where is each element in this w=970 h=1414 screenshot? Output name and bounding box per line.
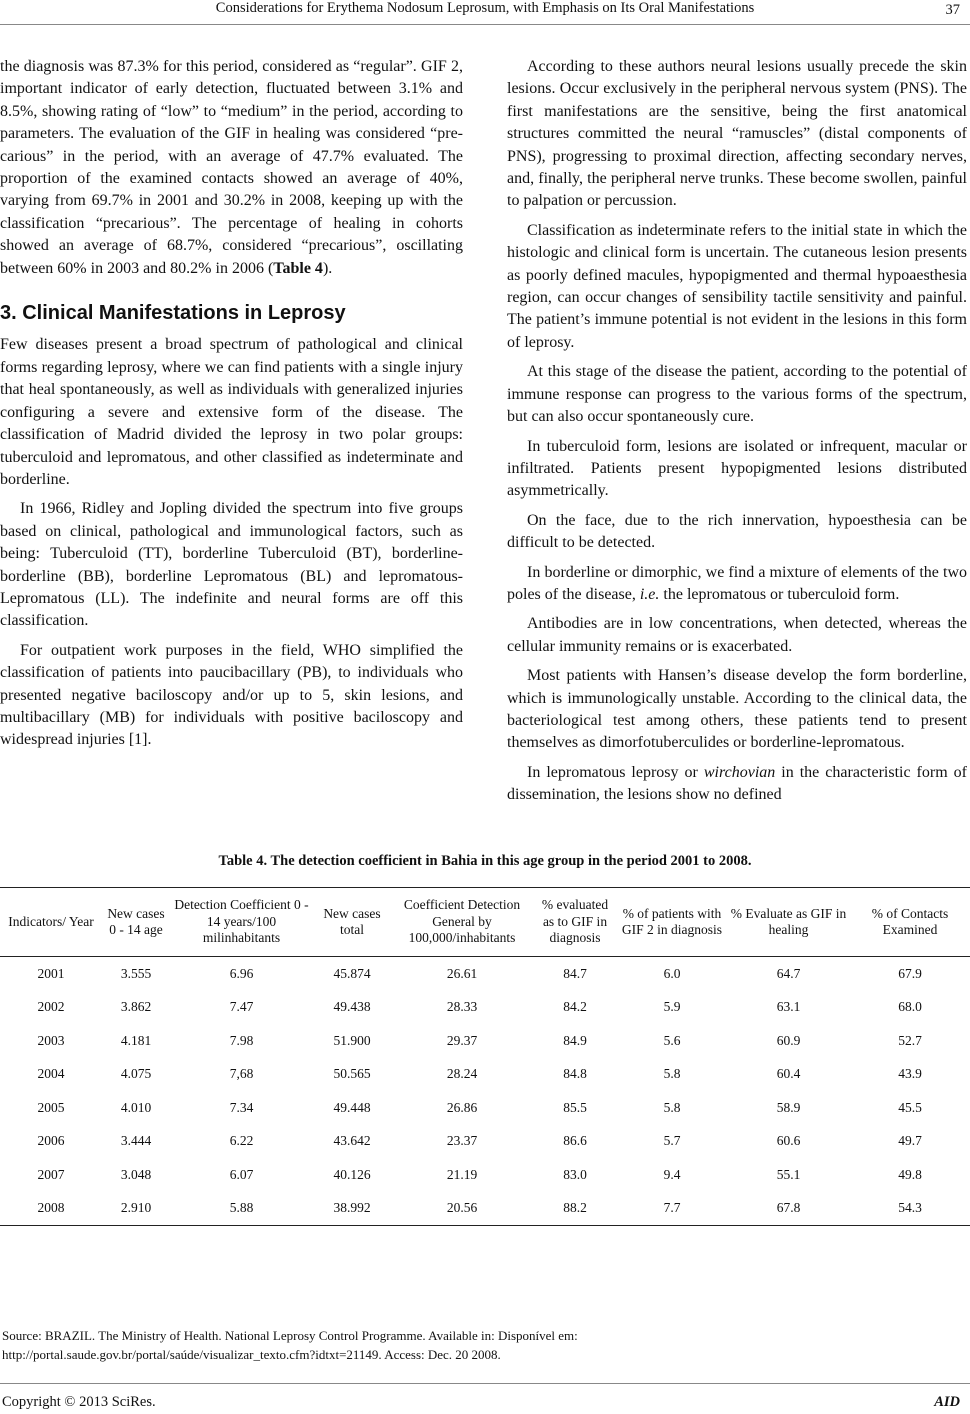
table-cell: 9.4 (663, 1166, 681, 1182)
table-cell: 2002 (37, 999, 65, 1015)
table-cell: 88.2 (533, 1192, 617, 1226)
table-cell: 26.61 (446, 965, 478, 981)
table-cell: 7.7 (617, 1192, 727, 1226)
right-paragraph-5: On the face, due to the rich innervation, hypoesthesia can be difficult to be detected. (507, 511, 967, 552)
table-row (0, 957, 970, 991)
table-cell: 38.992 (313, 1192, 391, 1226)
footer-rule (0, 1383, 970, 1384)
table-cell: 45.874 (333, 965, 371, 981)
right-paragraph-4: In tuberculoid form, lesions are isolated or infrequent, macular or infiltrated. Patients present hypopigmented lesions distributed asymmetrically. (507, 437, 967, 500)
table-cell: 20.56 (391, 1192, 533, 1226)
table-cell: 6.0 (663, 965, 681, 981)
table-cell: 23.37 (446, 1133, 478, 1149)
table-cell: 68.0 (898, 999, 922, 1015)
table-cell: 50.565 (333, 1066, 371, 1082)
table-cell: 28.33 (446, 999, 478, 1015)
table-cell: 3.555 (120, 965, 152, 981)
table-cell: 2.910 (102, 1192, 170, 1226)
table-cell: 49.438 (333, 999, 371, 1015)
table-cell: 5.8 (663, 1066, 681, 1082)
table-row (0, 1091, 970, 1125)
table-cell: 5.7 (663, 1133, 681, 1149)
left-paragraph-1: the diagnosis was 87.3% for this period, considered as “regular”. GIF 2, important indicator of early detection, fluctuated between 3.1% and 8.5%, showing rating of “low” to “medium” in the period, according to parameters. The evaluation of the GIF in healing was considered “pre-carious” in the period, with an average of 47.7% evaluated. The proportion of the examined contacts showed an average of 40%, varying from 69.7% in 2001 and 30.2% in 2008, keeping up with the classification “precarious”. The percentage of healing in cohorts showed an average of 68.7%, considered “precarious”, oscillating between 60% in 2003 and 80.2% in 2006 (Table 4). (0, 58, 463, 277)
table-cell: 6.07 (229, 1166, 254, 1182)
table-cell: 6.22 (229, 1133, 254, 1149)
table-cell: 63.1 (776, 999, 801, 1015)
right-paragraph-1: According to these authors neural lesions usually precede the skin lesions. Occur exclusively in the peripheral nervous system (PNS). The first manifestations are the sensitive, being the first anatomical structures committed the neural “ramuscles” (distal components of PNS), progressing to proximal direction, affecting secondary nerves, and, finally, the peripheral nerve trunks. These become swollen, painful to palpation or percussion. (507, 58, 967, 210)
table-cell: 43.9 (898, 1066, 922, 1082)
table-cell: 29.37 (446, 1032, 478, 1048)
section-heading: 3. Clinical Manifestations in Leprosy (0, 302, 346, 325)
table-cell: 52.7 (898, 1032, 922, 1048)
page-number: 37 (945, 2, 960, 18)
table-caption: Table 4. The detection coefficient in Bahia in this age group in the period 2001 to 2008. (218, 853, 752, 869)
table-source (2, 1326, 962, 1364)
source-line: Source: BRAZIL. The Ministry of Health. National Leprosy Control Programme. Available in: Disponível em: (2, 1328, 578, 1343)
table-cell: 3.048 (120, 1166, 152, 1182)
left-paragraph-4: For outpatient work purposes in the field, WHO simplified the classification of patients into paucibacillary (PB), to individuals who presented negative baciloscopy and/or up to 5, skin lesions, and multibacillary (MB) for individuals with positive baciloscopy and widespread injuries [1]. (0, 641, 463, 749)
table-cell: 5.8 (663, 1099, 681, 1115)
page-header (0, 0, 970, 22)
table-cell: 2006 (37, 1133, 65, 1149)
table-cell: 4.075 (120, 1066, 152, 1082)
right-paragraph-6: In borderline or dimorphic, we find a mixture of elements of the two poles of the disease, i.e. the lepromatous or tuberculoid form. (507, 563, 967, 603)
table-cell: 45.5 (898, 1099, 922, 1115)
table-row (0, 1158, 970, 1192)
table-cell: 55.1 (776, 1166, 801, 1182)
left-paragraph-3: In 1966, Ridley and Jopling divided the spectrum into five groups based on clinical, pathological and immunological factors, such as being: Tuberculoid (TT), borderline Tuberculoid (BT), borderline-borderline (BB), borderline Lepromatous (BL) and lepromatous-Lepromatous (LL). The indefinite and neural forms are off this classification. (0, 500, 463, 630)
table-cell: 26.86 (446, 1099, 478, 1115)
table-row (0, 1058, 970, 1092)
table-row (0, 1125, 970, 1159)
column-header: Coefficient Detection General by 100,000/inhabitants (391, 888, 533, 957)
detection-coefficient-table (0, 887, 970, 1226)
right-paragraph-9: In lepromatous leprosy or wirchovian in the characteristic form of dissemination, the lesions show no defined (507, 763, 967, 804)
table-cell: 49.8 (898, 1166, 922, 1182)
header-rule (0, 24, 970, 25)
column-header: New cases total (313, 888, 391, 957)
table-cell: 7,68 (229, 1066, 254, 1082)
copyright-notice: Copyright © 2013 SciRes. (2, 1394, 156, 1410)
table-cell: 86.6 (563, 1133, 587, 1149)
journal-abbreviation: AID (934, 1394, 960, 1410)
table-4-reference: Table 4 (273, 259, 323, 277)
right-paragraph-3: At this stage of the disease the patient, according to the potential of immune response can progress to the various forms of the spectrum, but can also occur spontaneously cure. (507, 363, 967, 426)
running-title: Considerations for Erythema Nodosum Leprosum, with Emphasis on Its Oral Manifestations (215, 0, 755, 16)
table-cell: 2007 (37, 1166, 65, 1182)
table-cell: 49.448 (333, 1099, 371, 1115)
table-cell: 58.9 (776, 1099, 801, 1115)
table-row (0, 991, 970, 1025)
table-row (0, 1024, 970, 1058)
left-column (0, 56, 463, 752)
table-cell: 67.9 (898, 965, 922, 981)
table-cell: 83.0 (563, 1166, 587, 1182)
column-header: % evaluated as to GIF in diagnosis (533, 888, 617, 957)
table-cell: 3.862 (120, 999, 152, 1015)
right-paragraph-2: Classification as indeterminate refers to the initial state in which the histologic and clinical form is uncertain. The cutaneous lesion presents as poorly defined macules, hypopigmented and thermal hypoaesthesia region, can occur changes of sensibility tactile sensitivity and painful. The patient’s immune potential is not evident in the lesions in this form of leprosy. (507, 221, 967, 351)
table-cell: 51.900 (333, 1032, 371, 1048)
table-cell: 6.96 (229, 965, 254, 981)
column-header: % of Contacts Examined (850, 888, 970, 957)
column-header: New cases 0 - 14 age (102, 888, 170, 957)
table-cell: 7.34 (229, 1099, 254, 1115)
right-paragraph-8: Most patients with Hansen’s disease develop the form borderline, which is immunologically unstable. According to the clinical data, the bacteriological test among others, these patients tend to present themselves as dimorfotuberculides or borderline-lepromatous. (507, 667, 967, 752)
table-cell: 40.126 (333, 1166, 371, 1182)
table-cell: 4.010 (120, 1099, 152, 1115)
table-cell: 3.444 (120, 1133, 152, 1149)
table-cell: 28.24 (446, 1066, 478, 1082)
table-cell: 85.5 (563, 1099, 587, 1115)
table-cell: 2005 (37, 1099, 65, 1115)
table-cell: 84.8 (563, 1066, 587, 1082)
table-cell: 84.2 (563, 999, 587, 1015)
table-row (0, 1192, 970, 1226)
right-column (507, 56, 967, 807)
source-url: http://portal.saude.gov.br/portal/saúde/visualizar_texto.cfm?idtxt=21149. Access: Dec. 20 2008. (2, 1347, 501, 1362)
table-cell: 60.4 (776, 1066, 801, 1082)
table-cell: 2001 (37, 965, 65, 981)
table-cell: 7.47 (229, 999, 254, 1015)
table-cell: 60.9 (776, 1032, 801, 1048)
table-cell: 64.7 (776, 965, 801, 981)
table-cell: 5.6 (663, 1032, 681, 1048)
table-cell: 43.642 (333, 1133, 371, 1149)
table-cell: 54.3 (850, 1192, 970, 1226)
column-header: % of patients with GIF 2 in diagnosis (617, 888, 727, 957)
table-cell: 67.8 (727, 1192, 850, 1226)
table-cell: 84.7 (563, 965, 587, 981)
table-cell: 5.88 (170, 1192, 313, 1226)
column-header: % Evaluate as GIF in healing (727, 888, 850, 957)
table-cell: 5.9 (663, 999, 681, 1015)
right-paragraph-7: Antibodies are in low concentrations, when detected, whereas the cellular immunity remains or is exacerbated. (507, 615, 967, 655)
table-header-row (0, 888, 970, 957)
table-cell: 7.98 (229, 1032, 254, 1048)
table-cell: 2003 (37, 1032, 65, 1048)
table-cell: 2004 (37, 1066, 65, 1082)
column-header: Detection Coefficient 0 - 14 years/100 milinhabitants (170, 888, 313, 957)
table-cell: 84.9 (563, 1032, 587, 1048)
table-cell: 49.7 (898, 1133, 922, 1149)
left-paragraph-2: Few diseases present a broad spectrum of pathological and clinical forms regarding leprosy, where we can find patients with a single injury that heal spontaneously, as well as individuals with generalized injuries configuring a severe and extensive form of the disease. The classification of Madrid divided the leprosy in two polar groups: tuberculoid and lepromatous, and other classified as indeterminate and borderline. (0, 336, 463, 488)
table-cell: 60.6 (776, 1133, 801, 1149)
table-cell: 4.181 (120, 1032, 152, 1048)
column-header: Indicators/ Year (0, 888, 102, 957)
table-cell: 2008 (0, 1192, 102, 1226)
table-cell: 21.19 (446, 1166, 478, 1182)
